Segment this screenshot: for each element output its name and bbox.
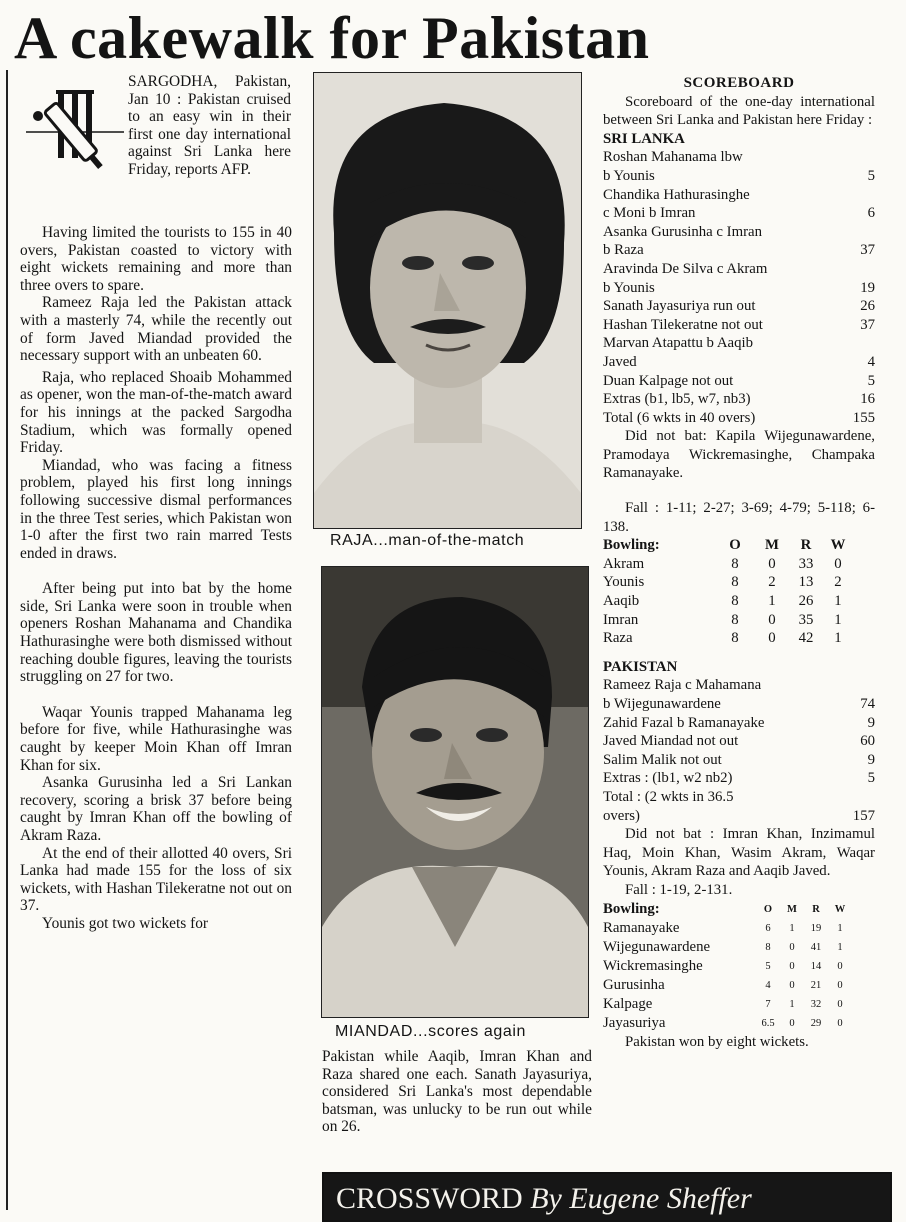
crossword-label: CROSSWORD	[336, 1182, 523, 1215]
sri-lanka-heading: SRI LANKA	[603, 130, 685, 147]
batting-line-text: Javed Miandad not out	[603, 733, 739, 750]
batting-line	[603, 714, 875, 733]
bowling-header-cell: O	[763, 903, 773, 915]
bowling-figure: 29	[810, 1017, 822, 1029]
bowling-figure: 13	[798, 574, 814, 591]
batting-line	[603, 372, 875, 391]
batting-line-text: b Wijegunawardene	[603, 696, 721, 712]
bowling-figure: 1	[834, 593, 842, 610]
article-body-middle	[322, 1048, 592, 1136]
batting-line-score: 6	[867, 205, 875, 222]
bowling-figure: 14	[810, 960, 822, 972]
batting-line-score: 74	[860, 696, 875, 712]
bowling-figure: 8	[731, 593, 739, 610]
batting-line-score: 26	[860, 298, 875, 315]
pakistan-did-not-bat: Did not bat : Imran Khan, Inzimamul Haq, Moin Khan, Wasim Akram, Waqar Younis, Akram Raza and Aaqib Javed.	[603, 826, 875, 880]
batting-line-text: Duan Kalpage not out	[603, 372, 734, 389]
batting-line-text: Zahid Fazal b Ramanayake	[603, 714, 765, 731]
batting-line-score: 37	[860, 316, 875, 333]
bowling-figure: 1	[837, 941, 843, 953]
batting-line-text: Extras : (lb1, w2 nb2)	[603, 770, 733, 787]
batting-line	[603, 732, 875, 751]
batting-line	[603, 807, 875, 826]
bowling-header-cell: R	[812, 903, 820, 915]
batting-line	[603, 334, 875, 353]
bowling-figure: 0	[768, 611, 776, 628]
sri-lanka-batting	[603, 148, 875, 427]
article-body-left	[20, 224, 292, 933]
batting-line-score	[845, 788, 875, 807]
photo-miandad	[321, 566, 589, 1018]
bowling-figure: 1	[768, 593, 776, 610]
bowling-figure: 8	[731, 555, 739, 572]
batting-line-score: 155	[852, 409, 875, 426]
batting-line-score	[845, 334, 875, 353]
scoreboard	[603, 74, 875, 1051]
batting-line	[603, 279, 875, 298]
bowling-figure: 0	[789, 941, 795, 953]
batting-line	[603, 390, 875, 409]
bowler-name: Raza	[603, 630, 633, 647]
article-column-1	[128, 73, 291, 201]
bowling-figure: 1	[834, 630, 842, 647]
article-paragraph: Having limited the tourists to 155 in 40 overs, Pakistan coasted to victory with eight wickets remaining and more than three overs to spare.	[20, 224, 292, 294]
batting-line	[603, 167, 875, 186]
batting-line	[603, 316, 875, 335]
batting-line-text: Javed	[603, 353, 637, 370]
batting-line	[603, 297, 875, 316]
bowling-figure: 0	[837, 979, 843, 991]
batting-line-text: Total (6 wkts in 40 overs)	[603, 409, 756, 426]
batting-line-text: Marvan Atapattu b Aaqib	[603, 335, 753, 352]
article-paragraph: At the end of their allotted 40 overs, Sri Lanka had made 155 for the loss of six wickets, with Hashan Tilekeratne not out on 37.	[20, 844, 292, 915]
bowler-name: Akram	[603, 555, 645, 572]
batting-line-text: Rameez Raja c Mahamana	[603, 677, 762, 694]
batting-line	[603, 769, 875, 788]
crossword-banner	[322, 1172, 892, 1222]
bowler-name: Aaqib	[603, 593, 640, 610]
match-result: Pakistan won by eight wickets.	[625, 1033, 809, 1050]
bowling-figure: 0	[789, 960, 795, 972]
bowling-header-cell: R	[800, 537, 812, 554]
batting-line-score: 5	[867, 770, 875, 787]
photo-caption-miandad: MIANDAD...scores again	[335, 1023, 527, 1040]
bowling-figure: 41	[810, 941, 822, 953]
bowling-figure: 1	[789, 922, 795, 934]
batting-line-score: 157	[852, 807, 875, 824]
bowling-figure: 8	[765, 941, 771, 953]
batting-line-score	[845, 223, 875, 242]
bowler-name: Jayasuriya	[603, 1014, 666, 1031]
scoreboard-intro: Scoreboard of the one-day international between Sri Lanka and Pakistan here Friday :	[603, 93, 875, 129]
bowling-header-cell: M	[787, 903, 797, 915]
bowling-figure: 8	[731, 630, 739, 647]
bowling-figure: 2	[834, 574, 842, 591]
sri-lanka-fall: Fall : 1-11; 2-27; 3-69; 4-79; 5-118; 6-138.	[603, 500, 875, 535]
bowling-figure: 1	[834, 611, 842, 628]
bowling-figure: 0	[768, 555, 776, 572]
batting-line-text: b Younis	[603, 167, 655, 184]
bowling-header-cell: M	[765, 537, 779, 554]
batting-line	[603, 676, 875, 695]
batting-line-text: Total : (2 wkts in 36.5	[603, 788, 734, 805]
batting-line	[603, 409, 875, 428]
batting-line	[603, 148, 875, 167]
bowling-figure: 1	[789, 998, 795, 1010]
crossword-byline: By Eugene Sheffer	[530, 1182, 752, 1215]
bowling-figure: 8	[731, 611, 739, 628]
article-paragraph: Younis got two wickets for	[42, 914, 209, 932]
photo-caption-raja: RAJA...man-of-the-match	[330, 532, 525, 549]
article-paragraph: Asanka Gurusinha led a Sri Lankan recovery, scoring a brisk 37 before being caught by Imran Khan off the bowling of Akram Raza.	[20, 774, 292, 844]
bowling-figure: 21	[810, 979, 822, 991]
bowling-figure: 32	[810, 998, 822, 1010]
bowling-figure: 35	[798, 611, 814, 628]
batting-line-text: b Younis	[603, 279, 655, 296]
batting-line	[603, 241, 875, 260]
batting-line-score: 19	[860, 279, 875, 296]
batting-line-score	[845, 260, 875, 279]
article-paragraph: Raja, who replaced Shoaib Mohammed as opener, won the man-of-the-match award for his innings at the packed Sargodha Stadium, which was formally opened Friday.	[20, 368, 292, 457]
pakistan-batting	[603, 676, 875, 825]
bowler-name: Imran	[603, 611, 639, 628]
article-paragraph: Waqar Younis trapped Mahanama leg before for five, while Hathurasinghe was caught by keeper Moin Khan off Imran Khan for six.	[20, 703, 292, 774]
batting-line	[603, 260, 875, 279]
cricket-logo-icon	[26, 88, 124, 174]
batting-line-text: Salim Malik not out	[603, 751, 722, 768]
batting-line-score: 60	[860, 733, 875, 750]
sri-lanka-bowling-table	[603, 536, 875, 648]
batting-line	[603, 751, 875, 770]
bowling-header-cell: Bowling:	[603, 900, 660, 917]
batting-line	[603, 204, 875, 223]
batting-line	[603, 695, 875, 714]
batting-line-score: 37	[860, 242, 875, 259]
bowling-figure: 0	[789, 1017, 795, 1029]
batting-line-text: Sanath Jayasuriya run out	[603, 298, 756, 315]
batting-line	[603, 186, 875, 205]
left-column-rule	[6, 70, 8, 1210]
batting-line-text: b Raza	[603, 242, 644, 259]
batting-line-score: 4	[867, 353, 875, 370]
bowling-figure: 0	[837, 998, 843, 1010]
bowler-name: Younis	[603, 574, 645, 591]
batting-line	[603, 353, 875, 372]
bowling-figure: 0	[789, 979, 795, 991]
bowling-figure: 26	[798, 593, 814, 610]
batting-line-score	[845, 676, 875, 695]
article-paragraph: Miandad, who was facing a fitness problem, played his first long innings following successive dismal performances in the three Test series, which Pakistan won 1-0 after the first two rain marred Tests ended in draws.	[20, 456, 292, 562]
pakistan-fall: Fall : 1-19, 2-131.	[625, 881, 733, 898]
bowling-figure: 7	[765, 998, 771, 1010]
bowling-figure: 4	[765, 979, 771, 991]
article-paragraph: Pakistan while Aaqib, Imran Khan and Raza shared one each. Sanath Jayasuriya, considered Sri Lanka's most dependable batsman, was unlucky to be run out while on 26.	[322, 1048, 592, 1136]
batting-line-text: Hashan Tilekeratne not out	[603, 316, 763, 333]
batting-line-text: Roshan Mahanama lbw	[603, 149, 743, 166]
batting-line-text: Aravinda De Silva c Akram	[603, 260, 768, 277]
bowling-figure: 6	[765, 922, 771, 934]
batting-line-text: overs)	[603, 807, 640, 824]
batting-line-text: Extras (b1, lb5, w7, nb3)	[603, 391, 751, 408]
batting-line-text: c Moni b Imran	[603, 205, 696, 222]
batting-line-score	[845, 186, 875, 205]
bowling-header-cell: W	[830, 537, 846, 554]
bowling-figure: 5	[765, 960, 771, 972]
batting-line-score: 5	[867, 372, 875, 389]
article-paragraph: Rameez Raja led the Pakistan attack with a masterly 74, while the recently out of form Javed Miandad provided the necessary support with an unbeaten 60.	[20, 294, 292, 365]
bowler-name: Ramanayake	[603, 919, 680, 936]
bowling-figure: 1	[837, 922, 843, 934]
batting-line-score: 16	[860, 391, 875, 408]
bowling-figure: 0	[837, 1017, 843, 1029]
bowler-name: Gurusinha	[603, 976, 665, 993]
photo-raja	[313, 72, 582, 529]
bowling-figure: 33	[798, 555, 814, 572]
bowler-name: Wickremasinghe	[603, 957, 703, 974]
bowling-figure: 0	[837, 960, 843, 972]
batting-line-text: Chandika Hathurasinghe	[603, 186, 750, 203]
bowling-figure: 6.5	[761, 1017, 775, 1029]
bowling-header-cell: W	[834, 903, 846, 915]
bowling-header-cell: Bowling:	[603, 537, 660, 554]
bowling-figure: 19	[810, 922, 822, 934]
batting-line-score: 9	[867, 751, 875, 768]
sri-lanka-did-not-bat: Did not bat: Kapila Wijegunawardene, Pramodaya Wickremasinghe, Champaka Ramanayake.	[603, 428, 875, 482]
bowling-figure: 8	[731, 574, 739, 591]
batting-line	[603, 223, 875, 242]
pakistan-heading: PAKISTAN	[603, 658, 678, 675]
batting-line-score: 9	[867, 714, 875, 731]
batting-line-text: Asanka Gurusinha c Imran	[603, 223, 763, 240]
article-dateline: SARGODHA, Pakistan, Jan 10 : Pakistan cruised to an easy win in their first one day international against Sri Lanka here Friday, reports AFP.	[128, 73, 291, 178]
bowling-header-cell: O	[729, 537, 741, 554]
article-paragraph: After being put into bat by the home side, Sri Lanka were soon in trouble when openers Roshan Mahanama and Chandika Hathurasinghe were both dismissed without reaching double figures, leaving the tourists struggling on 27 for two.	[20, 580, 292, 686]
pakistan-bowling-table	[603, 900, 875, 1033]
bowling-figure: 2	[768, 574, 776, 591]
bowler-name: Kalpage	[603, 995, 653, 1012]
bowling-figure: 0	[834, 555, 842, 572]
bowler-name: Wijegunawardene	[603, 938, 711, 955]
scoreboard-title: SCOREBOARD	[683, 75, 795, 91]
bowling-figure: 42	[798, 630, 814, 647]
batting-line	[603, 788, 875, 807]
batting-line-score	[845, 148, 875, 167]
headline: A cakewalk for Pakistan	[14, 5, 650, 71]
bowling-figure: 0	[768, 630, 776, 647]
batting-line-score: 5	[867, 167, 875, 184]
